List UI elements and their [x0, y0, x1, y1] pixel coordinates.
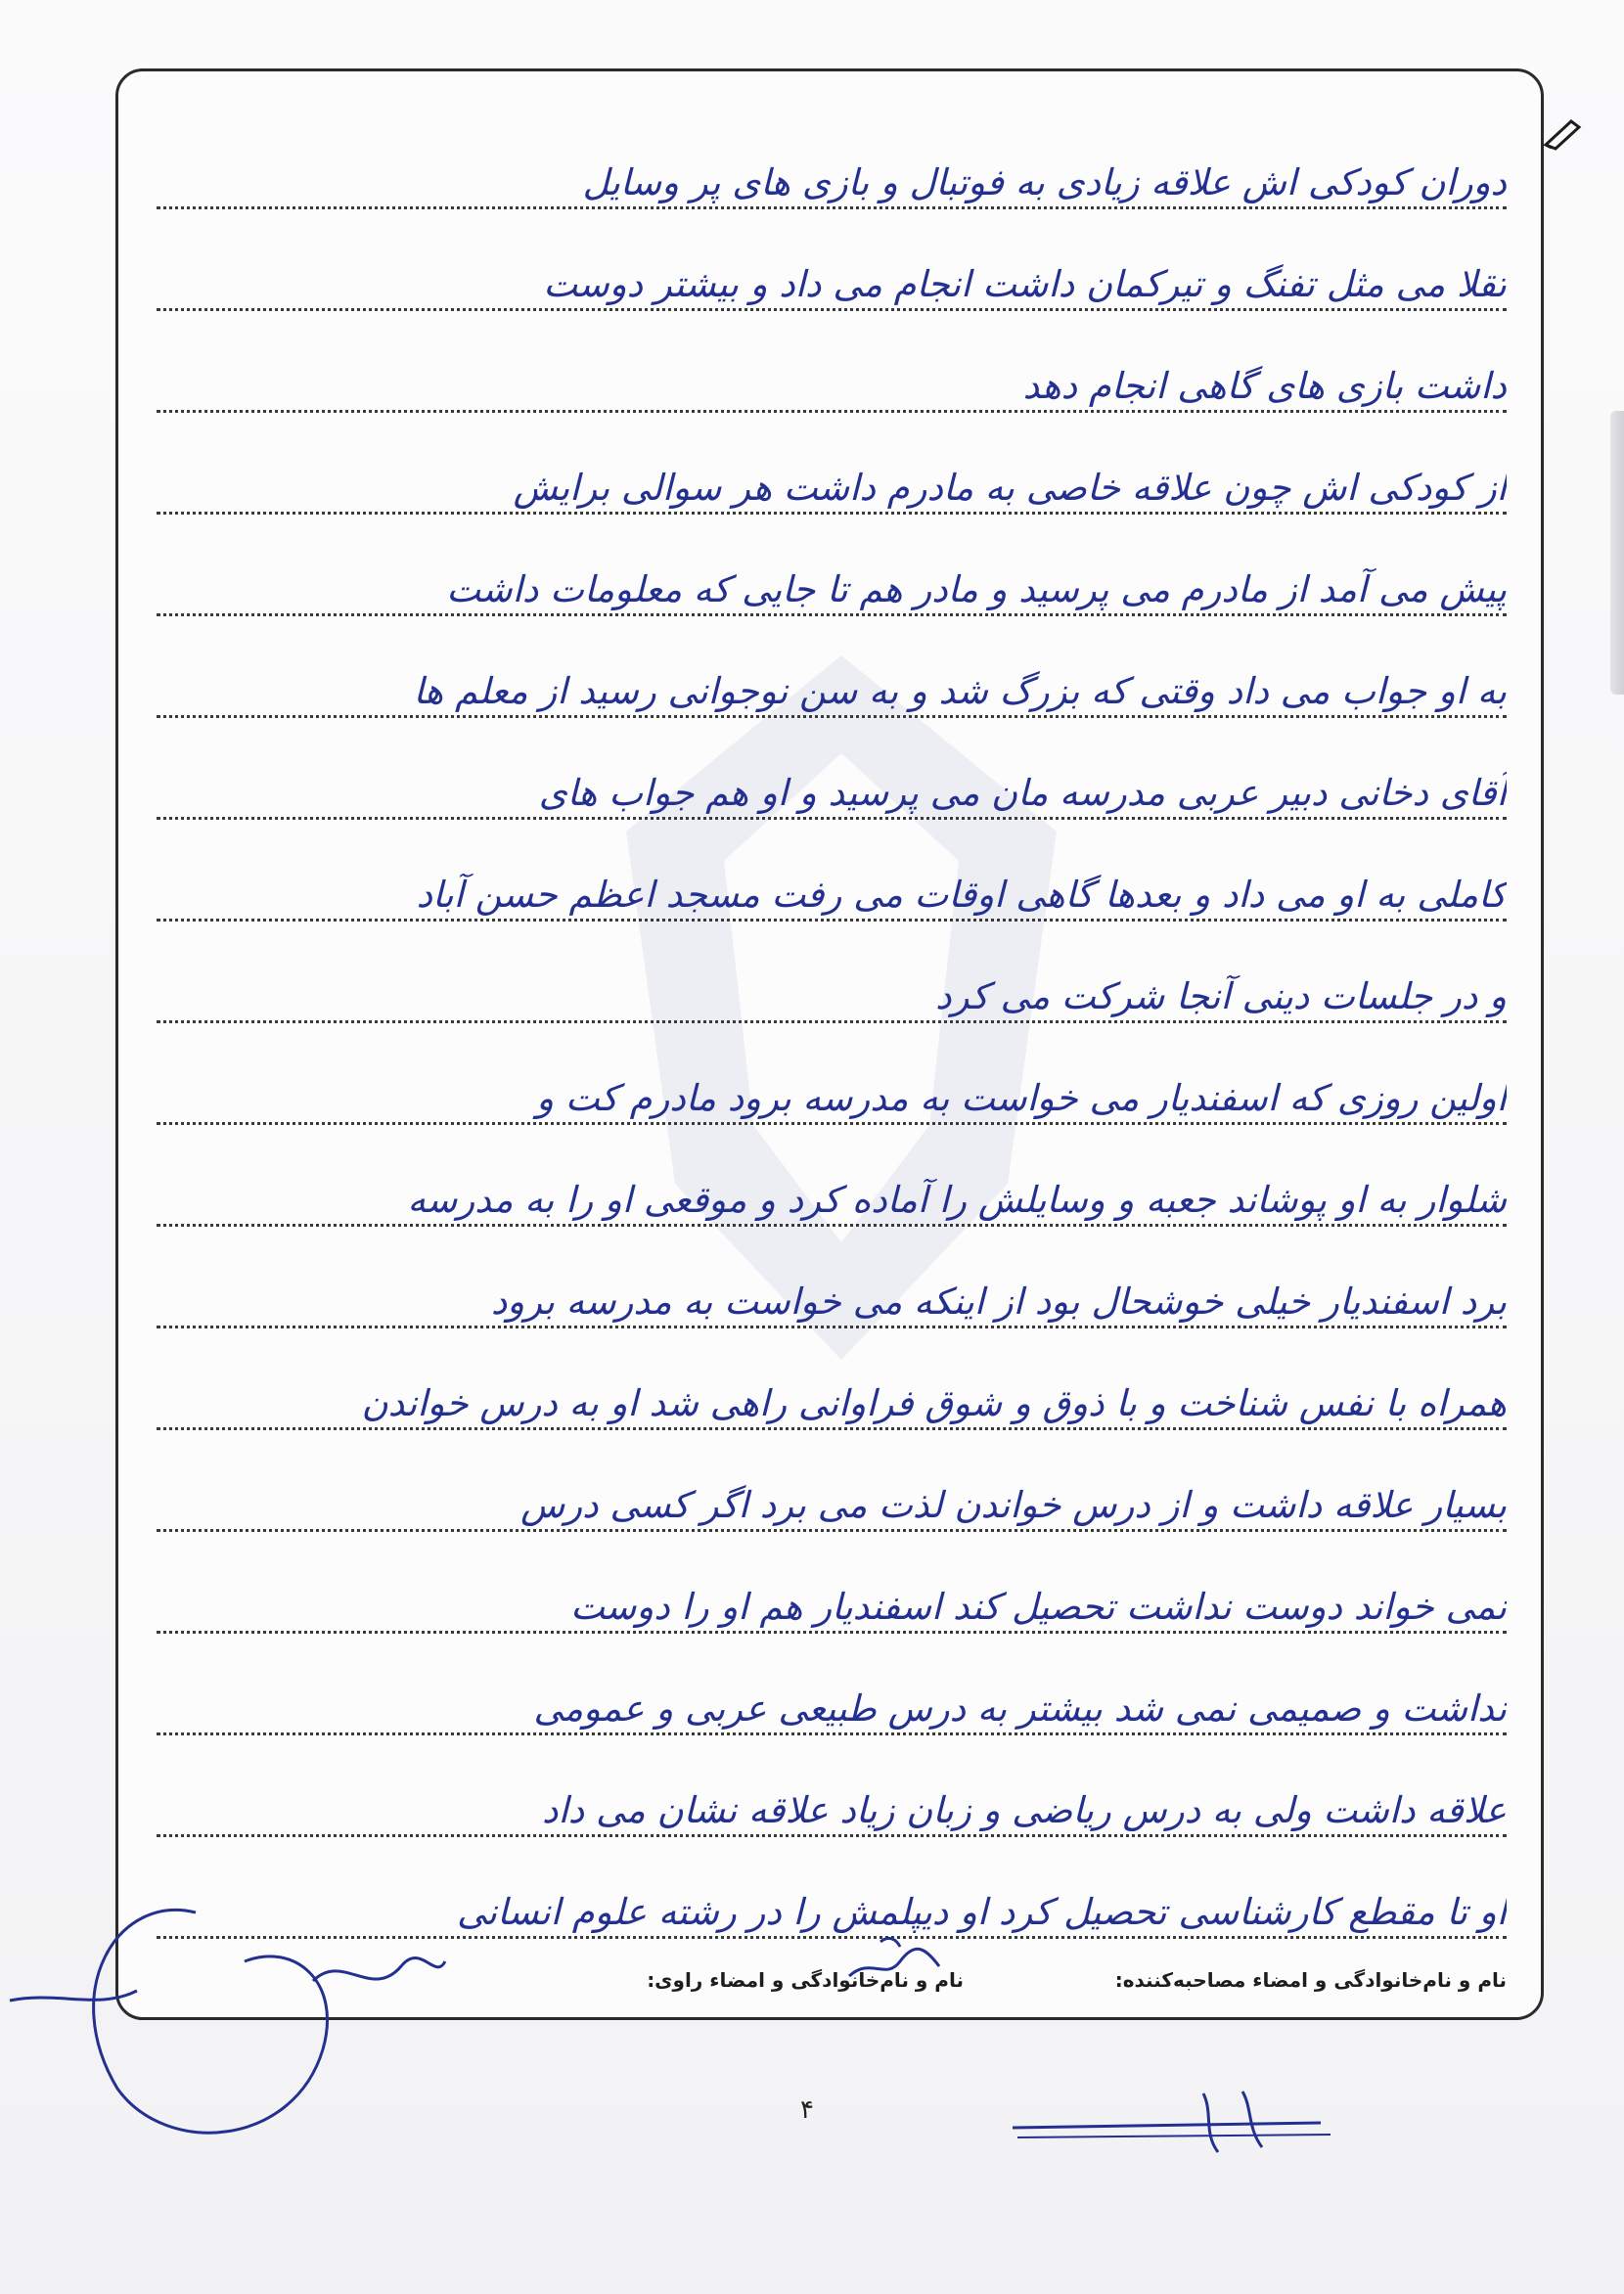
narrator-signature [0, 1873, 460, 2167]
line-text: و در جلسات دینی آنجا شرکت می کرد [935, 975, 1507, 1017]
ruled-line [157, 1237, 1507, 1334]
line-text: برد اسفندیار خیلی خوشحال بود از اینکه می خواست به مدرسه برود [490, 1281, 1507, 1323]
interviewer-signature [841, 1927, 949, 1996]
ruled-line [157, 830, 1507, 927]
line-text: بسیار علاقه داشت و از درس خواندن لذت می برد اگر کسی درس [520, 1484, 1507, 1526]
ruled-line [157, 1542, 1507, 1640]
ruled-line [157, 1440, 1507, 1538]
ruled-line [157, 117, 1507, 215]
line-text: کاملی به او می داد و بعدها گاهی اوقات می رفت مسجد اعظم حسن آباد [416, 874, 1507, 916]
line-text: تقلا می مثل تفنگ و تیرکمان داشت انجام می داد و بیشتر دوست [543, 263, 1507, 305]
page-number: ۴ [800, 2095, 814, 2125]
ruled-line [157, 524, 1507, 622]
line-text: پیش می آمد از مادرم می پرسید و مادر هم تا جایی که معلومات داشت [446, 568, 1507, 610]
pen-icon [1542, 115, 1585, 151]
line-text: دوران کودکی اش علاقه زیادی به فوتبال و بازی های پر وسایل [582, 161, 1507, 203]
line-text: داشت بازی های گاهی انجام دهد [1022, 365, 1507, 407]
line-text: شلوار به او پوشاند جعبه و وسایلش را آماده کرد و موقعی او را به مدرسه [407, 1179, 1507, 1221]
ruled-line [157, 1745, 1507, 1843]
approval-signature [1008, 2084, 1340, 2162]
line-text: اولین روزی که اسفندیار می خواست به مدرسه برود مادرم کت و [536, 1077, 1507, 1119]
line-text: او تا مقطع کارشناسی تحصیل کرد او دیپلمش را در رشته علوم انسانی [456, 1891, 1507, 1933]
ruled-line [157, 423, 1507, 520]
ruled-line [157, 626, 1507, 724]
line-text: نداشت و صمیمی نمی شد بیشتر به درس طبیعی عربی و عمومی [533, 1687, 1507, 1730]
line-text: به او جواب می داد وقتی که بزرگ شد و به سن نوجوانی رسید از معلم ها [413, 670, 1507, 712]
ruled-line [157, 1135, 1507, 1233]
ruled-line [157, 1033, 1507, 1131]
line-text: از کودکی اش چون علاقه خاصی به مادرم داشت هر سوالی برایش [513, 467, 1507, 509]
ruled-line [157, 219, 1507, 317]
ruled-line [157, 931, 1507, 1029]
ruled-line [157, 1643, 1507, 1741]
ruled-line [157, 1338, 1507, 1436]
ruled-line [157, 728, 1507, 826]
binding-edge [1610, 411, 1624, 695]
narrator-label: نام و نام‌خانوادگی و امضاء راوی: [647, 1968, 964, 1992]
interviewer-label: نام و نام‌خانوادگی و امضاء مصاحبه‌کننده: [1114, 1968, 1507, 1992]
line-text: نمی خواند دوست نداشت تحصیل کند اسفندیار هم او را دوست [570, 1586, 1507, 1628]
line-text: علاقه داشت ولی به درس ریاضی و زبان زیاد علاقه نشان می داد [542, 1789, 1507, 1831]
line-text: آقای دخانی دبیر عربی مدرسه مان می پرسید و او هم جواب های [538, 772, 1507, 814]
ruled-line [157, 321, 1507, 419]
line-text: همراه با نفس شناخت و با ذوق و شوق فراوانی راهی شد او به درس خواندن [361, 1382, 1507, 1424]
